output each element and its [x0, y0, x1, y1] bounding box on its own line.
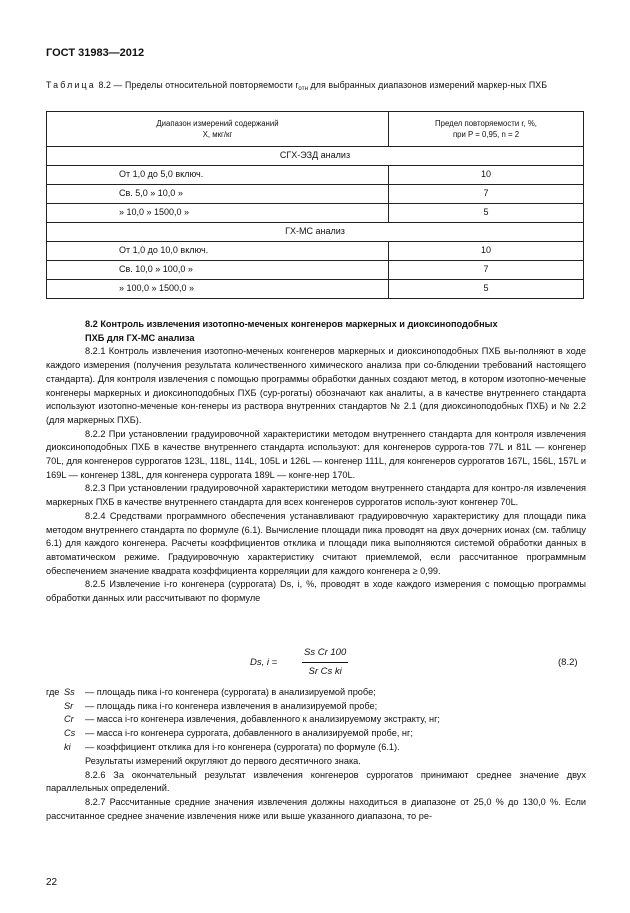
table-caption-label: Таблица	[46, 80, 96, 90]
paragraph: 8.2.2 При установлении градуировочной характеристики методом внутреннего стандарта для контроля извлечения диоксиноподобных ПХБ в качестве внутреннего стандарта используют: для конгенеров суррога-тов 77L и 81L — конгенер 70L, для конгенеров суррогатов 123L, 118L, 114L, 105L и 126L — конгенер 111L, для конгенеров суррогатов 167L, 156L, 157L и 169L — конгенер 138L, для конгенера суррогата 189L — конге-нер 170L.	[46, 428, 586, 480]
col2-header-line2: при P = 0,95, n = 2	[452, 130, 520, 139]
legend-symbol: Cr	[64, 714, 74, 725]
legend-symbol: Ss	[64, 687, 75, 697]
col1-header-line1: Диапазон измерений содержаний	[156, 119, 279, 128]
formula-legend	[46, 686, 586, 754]
page-number: 22	[46, 877, 58, 888]
range-cell: Св. 5,0 » 10,0 »	[47, 185, 389, 204]
list-item	[46, 700, 586, 714]
table-row	[47, 280, 584, 299]
formula-denominator: Sr Cs ki	[308, 665, 342, 677]
table-caption-sub: отн	[298, 86, 308, 92]
section-title-cell: СГХ-ЭЗД анализ	[47, 147, 584, 166]
range-cell: Св. 10,0 » 100,0 »	[47, 261, 389, 280]
legend-text: — площадь пика i-го конгенера извлечения в анализируемой пробе;	[85, 700, 378, 711]
table-row	[47, 242, 584, 261]
list-item	[46, 741, 586, 755]
paragraph: Результаты измерений округляют до первого десятичного знака.	[85, 756, 361, 766]
paragraph: 8.2.1 Контроль извлечения изотопно-меченых конгенеров маркерных и диоксиноподобных ПХБ вы-полняют в ходе каждого измерения (получения результата количественного химического анализа при со-блюдении требований настоящего стандарта). Для контроля извлечения с помощью программы обработки данных создают метод, в котором изотопно-меченые конгенеры маркерных и диоксиноподобных ПХБ (сур-рогаты) обозначают как аналиты, а в качестве внутреннего стандарта используют изотопно-меченые кон-генеры из раствора внутренних стандартов № 2.1 (для диоксиноподобных ПХБ) и № 2.2 (для маркерных ПХБ).	[46, 346, 586, 425]
legend-where: где	[46, 687, 60, 697]
section-heading-line1: 8.2 Контроль извлечения изотопно-меченых конгенеров маркерных и диоксиноподобных	[85, 319, 498, 329]
repeatability-table	[46, 111, 584, 299]
paragraph: 8.2.3 При установлении градуировочной характеристики методом внутреннего стандарта для контро-ля извлечения маркерных ПХБ в качестве внутреннего стандарта для всех конгенеров суррогатов исполь-зуют конгенер 70L.	[46, 483, 586, 508]
legend-symbol: ki	[64, 741, 71, 752]
value-cell: 7	[389, 261, 584, 280]
paragraph: 8.2.7 Рассчитанные средние значения извлечения должны находиться в диапазоне от 25,0 % до 130,0 %. Если рассчитанное среднее значение извлечения ниже или выше указанного диапазона, то ре-	[46, 797, 586, 821]
paragraph: 8.2.4 Средствами программного обеспечения устанавливают градуировочную характеристику для площади пика методом внутреннего стандарта по формуле (6.1). Вычисление площади пика проводят на двух дочерних ионах (см. таблицу 6.1) для каждого конгенера. Расчеты коэффициентов отклика и площади пика выполняются системой обработки данных в автоматическом режиме. Градуировочную характеристику считают приемлемой, если рассчитанное программным обеспечением значение квадрата коэффициента корреляции для каждого конгенера ≥ 0,99.	[46, 510, 586, 576]
list-item	[46, 686, 586, 700]
section-title-cell: ГХ-МС анализ	[47, 223, 584, 242]
value-cell: 10	[389, 166, 584, 185]
table-row	[47, 166, 584, 185]
section-heading	[46, 318, 586, 345]
col2-header	[389, 112, 584, 147]
formula-fraction	[302, 643, 348, 678]
legend-text: — масса i-го конгенера извлечения, добавленного к анализируемому экстракту, нг;	[85, 714, 440, 725]
list-item	[46, 713, 586, 727]
document-header: ГОСТ 31983—2012	[46, 47, 145, 59]
formula-8-2	[250, 643, 590, 683]
col2-header-line1: Предел повторяемости r, %,	[435, 119, 537, 128]
section-row	[47, 147, 584, 166]
paragraph: 8.2.6 За окончательный результат извлечения конгенеров суррогатов принимают среднее значение двух параллельных определений.	[46, 769, 586, 794]
legend-text: — коэффициент отклика для i-го конгенера (суррогата) по формуле (6.1).	[85, 741, 400, 752]
table-caption	[46, 79, 586, 95]
range-cell: От 1,0 до 10,0 включ.	[47, 242, 389, 261]
legend-text: — площадь пика i-го конгенера (суррогата) в анализируемой пробе;	[85, 687, 376, 697]
formula-numerator: Ss Cr 100	[302, 643, 348, 663]
range-cell: » 100,0 » 1500,0 »	[47, 280, 389, 299]
section-heading-line2: ПХБ для ГХ-МС анализа	[85, 332, 195, 343]
legend-symbol: Cs	[64, 728, 76, 739]
formula-number: (8.2)	[558, 657, 578, 668]
formula-lhs: Ds, i =	[250, 657, 278, 668]
section-8-2	[46, 318, 586, 606]
value-cell: 10	[389, 242, 584, 261]
legend-text: — масса i-го конгенера суррогата, добавленного в анализируемой пробе, нг;	[85, 728, 413, 739]
section-row	[47, 223, 584, 242]
list-item	[46, 727, 586, 741]
range-cell: От 1,0 до 5,0 включ.	[47, 166, 389, 185]
value-cell: 5	[389, 280, 584, 299]
table-row	[47, 204, 584, 223]
table-row	[47, 261, 584, 280]
table-header-row	[47, 112, 584, 147]
legend-symbol: Sr	[64, 700, 74, 711]
closing-paragraphs	[46, 755, 586, 824]
range-cell: » 10,0 » 1500,0 »	[47, 204, 389, 223]
table-caption-text: 8.2 — Пределы относительной повторяемости r	[95, 80, 299, 90]
paragraph: 8.2.5 Извлечение i-го конгенера (суррогата) Ds, i, %, проводят в ходе каждого измерения с помощью программы обработки данных или рассчитывают по формуле	[46, 579, 586, 604]
table-caption-rest: для выбранных диапазонов измерений маркер-ных ПХБ	[308, 80, 548, 90]
col1-header	[47, 112, 389, 147]
value-cell: 5	[389, 204, 584, 223]
table-row	[47, 185, 584, 204]
col1-header-line2: X, мкг/кг	[202, 130, 233, 139]
value-cell: 7	[389, 185, 584, 204]
